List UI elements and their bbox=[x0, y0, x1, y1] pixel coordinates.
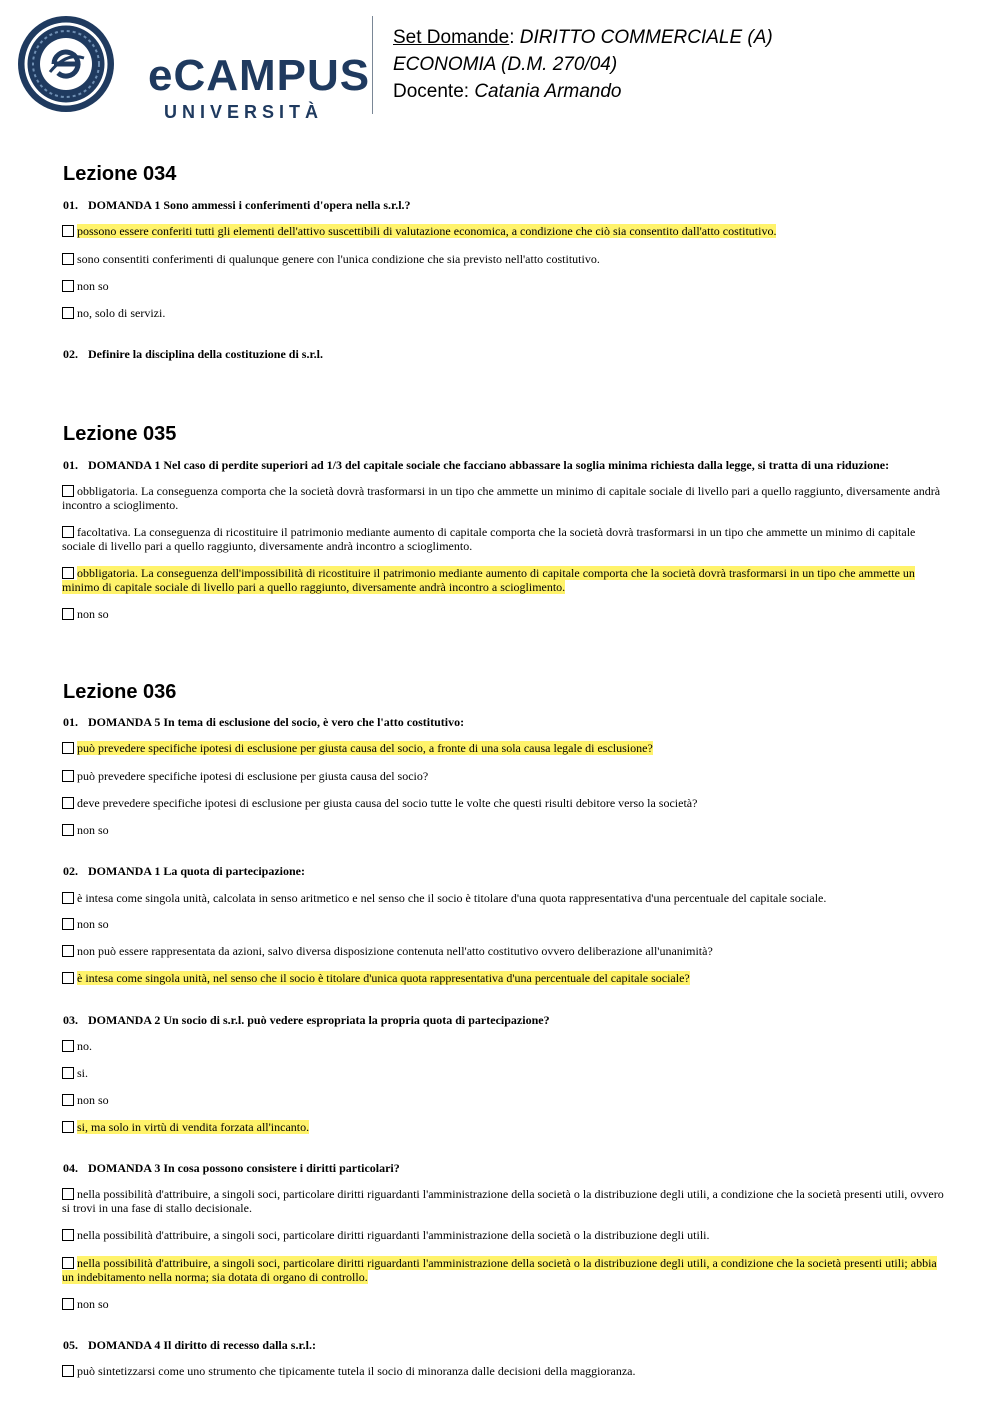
option-checkbox[interactable] bbox=[62, 608, 74, 620]
option-checkbox[interactable] bbox=[62, 526, 74, 538]
answer-option bbox=[62, 796, 944, 810]
answer-option bbox=[62, 1297, 944, 1311]
question bbox=[63, 458, 943, 472]
university-logo bbox=[16, 14, 371, 122]
answer-option bbox=[62, 1093, 944, 1107]
option-text: sono consentiti conferimenti di qualunque genere con l'unica condizione che sia previsto nell'atto costitutivo. bbox=[77, 252, 600, 266]
question-number: 01. bbox=[63, 458, 78, 472]
section-title: Lezione 034 bbox=[63, 163, 177, 185]
option-text: nella possibilità d'attribuire, a singoli soci, particolare diritti riguardanti l'amministrazione della società o la distribuzione degli utili. bbox=[77, 1228, 710, 1242]
option-checkbox[interactable] bbox=[62, 253, 74, 265]
option-checkbox[interactable] bbox=[62, 1229, 74, 1241]
teacher-line bbox=[393, 78, 773, 105]
answer-option bbox=[62, 1228, 944, 1242]
question bbox=[63, 347, 943, 361]
brand-name: eCAMPUS bbox=[148, 51, 371, 100]
option-text: possono essere conferiti tutti gli elementi dell'attivo suscettibili di valutazione economica, a condizione che ciò sia consentito dall'atto costitutivo. bbox=[77, 224, 777, 238]
answer-option bbox=[62, 891, 944, 905]
answer-option bbox=[62, 279, 944, 293]
question-number: 01. bbox=[63, 715, 78, 729]
set-value: DIRITTO COMMERCIALE (A) bbox=[519, 27, 773, 48]
answer-option bbox=[62, 1120, 944, 1134]
option-text: non so bbox=[77, 1093, 109, 1107]
section-title: Lezione 036 bbox=[63, 681, 177, 703]
option-checkbox[interactable] bbox=[62, 1188, 74, 1200]
course-name: ECONOMIA (D.M. 270/04) bbox=[393, 54, 618, 75]
answer-option bbox=[62, 306, 944, 320]
question-text: DOMANDA 2 Un socio di s.r.l. può vedere espropriata la propria quota di partecipazione? bbox=[88, 1013, 550, 1027]
answer-option bbox=[62, 1364, 944, 1378]
option-text: si, ma solo in virtù di vendita forzata all'incanto. bbox=[77, 1120, 310, 1134]
option-text: no. bbox=[77, 1039, 92, 1053]
question-text: DOMANDA 3 In cosa possono consistere i diritti particolari? bbox=[88, 1161, 400, 1175]
answer-option bbox=[62, 1039, 944, 1053]
question-text: DOMANDA 4 Il diritto di recesso dalla s.r.l.: bbox=[88, 1338, 316, 1352]
question-number: 05. bbox=[63, 1338, 78, 1352]
teacher-label: Docente: bbox=[393, 81, 470, 102]
option-text: può sintetizzarsi come uno strumento che tipicamente tutela il socio di minoranza dalle decisioni della maggioranza. bbox=[77, 1364, 636, 1378]
question-number: 02. bbox=[63, 864, 78, 878]
answer-option bbox=[62, 252, 944, 266]
option-checkbox[interactable] bbox=[62, 1067, 74, 1079]
option-checkbox[interactable] bbox=[62, 225, 74, 237]
option-text: nella possibilità d'attribuire, a singoli soci, particolare diritti riguardanti l'amministrazione della società o la distribuzione degli utili, a condizione che la società presenti utili; abbia un indebitamento nella norma; sia dotata di organo di controllo. bbox=[62, 1256, 937, 1284]
question-number: 01. bbox=[63, 198, 78, 212]
answer-option bbox=[62, 769, 944, 783]
question bbox=[63, 715, 943, 729]
brand-subtitle: UNIVERSITÀ bbox=[164, 102, 324, 122]
option-text: non so bbox=[77, 607, 109, 621]
set-label: Set Domande bbox=[393, 27, 510, 48]
option-checkbox[interactable] bbox=[62, 280, 74, 292]
option-checkbox[interactable] bbox=[62, 824, 74, 836]
option-checkbox[interactable] bbox=[62, 945, 74, 957]
answer-option bbox=[62, 1187, 944, 1215]
option-text: non so bbox=[77, 279, 109, 293]
section-title: Lezione 035 bbox=[63, 423, 177, 445]
option-checkbox[interactable] bbox=[62, 742, 74, 754]
option-checkbox[interactable] bbox=[62, 485, 74, 497]
set-line: Set Domande: DIRITTO COMMERCIALE (A) bbox=[393, 27, 773, 48]
option-text: può prevedere specifiche ipotesi di esclusione per giusta causa del socio? bbox=[77, 769, 429, 783]
question-text: DOMANDA 5 In tema di esclusione del socio, è vero che l'atto costitutivo: bbox=[88, 715, 465, 729]
question-text: DOMANDA 1 La quota di partecipazione: bbox=[88, 864, 305, 878]
option-text: è intesa come singola unità, calcolata in senso aritmetico e nel senso che il socio è titolare d'una quota rappresentativa d'una percentuale del capitale sociale. bbox=[77, 891, 827, 905]
answer-option bbox=[62, 224, 944, 238]
option-text: nella possibilità d'attribuire, a singoli soci, particolare diritti riguardanti l'amministrazione della società o la distribuzione degli utili, a condizione che la società presenti utili, ovvero si trovi in una fase di stallo decisionale. bbox=[62, 1187, 944, 1215]
answer-option bbox=[62, 823, 944, 837]
option-checkbox[interactable] bbox=[62, 1121, 74, 1133]
answer-option bbox=[62, 944, 944, 958]
option-checkbox[interactable] bbox=[62, 892, 74, 904]
option-checkbox[interactable] bbox=[62, 307, 74, 319]
option-checkbox[interactable] bbox=[62, 770, 74, 782]
option-text: non so bbox=[77, 823, 109, 837]
question-text: Definire la disciplina della costituzione di s.r.l. bbox=[88, 347, 324, 361]
answer-option bbox=[62, 741, 944, 755]
option-checkbox[interactable] bbox=[62, 1298, 74, 1310]
option-checkbox[interactable] bbox=[62, 1040, 74, 1052]
question bbox=[63, 198, 943, 212]
answer-option bbox=[62, 971, 944, 985]
question-number: 04. bbox=[63, 1161, 78, 1175]
answer-option bbox=[62, 484, 944, 512]
option-text: non può essere rappresentata da azioni, salvo diversa disposizione contenuta nell'atto costitutivo ovvero deliberazione all'unanimità? bbox=[77, 944, 713, 958]
option-checkbox[interactable] bbox=[62, 797, 74, 809]
option-text: non so bbox=[77, 1297, 109, 1311]
option-checkbox[interactable] bbox=[62, 918, 74, 930]
question bbox=[63, 1013, 943, 1027]
header-info bbox=[393, 24, 773, 105]
option-text: no, solo di servizi. bbox=[77, 306, 166, 320]
option-text: facoltativa. La conseguenza di ricostituire il patrimonio mediante aumento di capitale comporta che la società dovrà trasformarsi in un tipo che ammette un minimo di capitale sociale di livello pari a quello raggiunto, diversamente andrà incontro a scioglimento. bbox=[62, 525, 916, 553]
teacher-value: Catania Armando bbox=[474, 81, 622, 102]
question-text: DOMANDA 1 Nel caso di perdite superiori ad 1/3 del capitale sociale che facciano abbassare la soglia minima richiesta dalla legge, si tratta di una riduzione: bbox=[88, 458, 890, 472]
answer-option bbox=[62, 917, 944, 931]
option-checkbox[interactable] bbox=[62, 567, 74, 579]
option-checkbox[interactable] bbox=[62, 1365, 74, 1377]
option-checkbox[interactable] bbox=[62, 1094, 74, 1106]
question bbox=[63, 864, 943, 878]
option-checkbox[interactable] bbox=[62, 1257, 74, 1269]
question-text: DOMANDA 1 Sono ammessi i conferimenti d'opera nella s.r.l.? bbox=[88, 198, 411, 212]
question bbox=[63, 1338, 943, 1352]
option-text: obbligatoria. La conseguenza dell'impossibilità di ricostituire il patrimonio mediante aumento di capitale comporta che la società dovrà trasformarsi in un tipo che ammette un minimo di capitale sociale di livello pari a quello raggiunto, diversamente andrà incontro a scioglimento. bbox=[62, 566, 915, 594]
option-text: deve prevedere specifiche ipotesi di esclusione per giusta causa del socio tutte le volte che questi risulti debitore verso la società? bbox=[77, 796, 698, 810]
answer-option bbox=[62, 1066, 944, 1080]
option-text: può prevedere specifiche ipotesi di esclusione per giusta causa del socio, a fronte di una sola causa legale di esclusione? bbox=[77, 741, 653, 755]
answer-option bbox=[62, 566, 944, 594]
question bbox=[63, 1161, 943, 1175]
option-text: obbligatoria. La conseguenza comporta che la società dovrà trasformarsi in un tipo che ammette un minimo di capitale sociale di livello pari a quello raggiunto, diversamente andrà incontro a scioglimento. bbox=[62, 484, 941, 512]
option-checkbox[interactable] bbox=[62, 972, 74, 984]
ecampus-emblem-icon bbox=[16, 14, 116, 114]
answer-option bbox=[62, 525, 944, 553]
answer-option bbox=[62, 1256, 944, 1284]
option-text: si. bbox=[77, 1066, 89, 1080]
option-text: è intesa come singola unità, nel senso che il socio è titolare d'unica quota rappresentativa d'una percentuale del capitale sociale? bbox=[77, 971, 690, 985]
option-text: non so bbox=[77, 917, 109, 931]
question-number: 02. bbox=[63, 347, 78, 361]
header-divider bbox=[372, 16, 373, 114]
answer-option bbox=[62, 607, 944, 621]
question-number: 03. bbox=[63, 1013, 78, 1027]
